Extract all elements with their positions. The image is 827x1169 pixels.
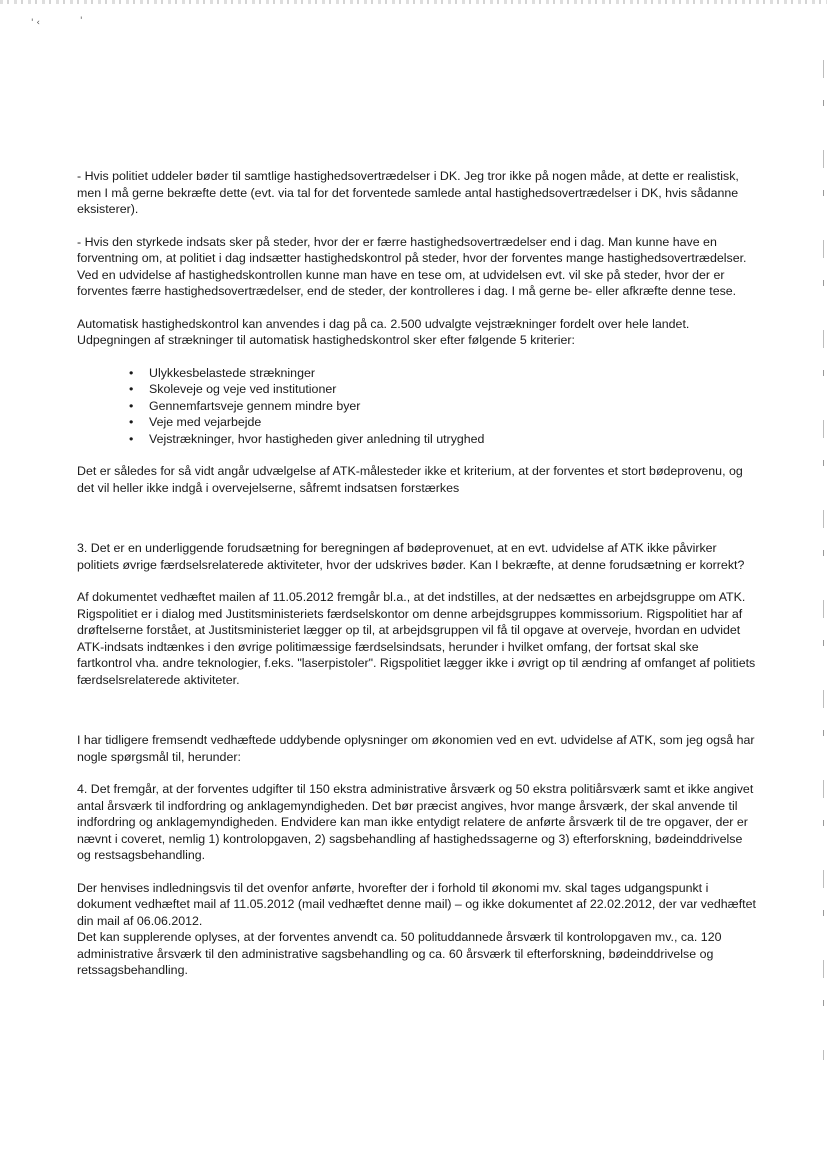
paragraph-economy-intro: I har tidligere fremsendt vedhæftede uddybende oplysninger om økonomien ved en evt. udvidelse af ATK, som jeg også har nogle spørgsmål til, herunder: <box>77 733 755 764</box>
paragraph-atk-stretches: Automatisk hastighedskontrol kan anvendes i dag på ca. 2.500 udvalgte vejstrækninger fordelt over hele landet. Udpegningen af strækninger til automatisk hastighedskontrol sker efter følgende 5 kriterier: <box>77 316 690 347</box>
paragraph-criteria-conclusion: Det er således for så vidt angår udvælgelse af ATK-målesteder ikke et kriterium, at der forventes et stort bødeprovenu, og det vil heller ikke indgå i overvejelserne, såfremt indsatsen forstærkes <box>77 464 743 495</box>
question-4: 4. Det fremgår, at der forventes udgifter til 150 ekstra administrative årsværk og 50 ekstra politiårsværk samt et ikke angivet antal årsværk til indfordring og anklagemyndigheden. Det bør præcist angives, hvor mange årsværk, der skal anvende til indfordring og anklagemyndigheden. Endvidere kan man ikke entydigt relatere de anførte årsværk til de tre opgaver, der er nævnt i coveret, nemlig 1) kontrolopgaven, 2) sagsbehandling af hastighedssagerne og 3) efterforskning, bødeinddrivelse og restsagsbehandling. <box>77 782 754 862</box>
scan-artifact-top <box>0 0 827 4</box>
criteria-item: • Ulykkesbelastede strækninger <box>129 365 757 382</box>
criteria-item: • Vejstrækninger, hvor hastigheden giver anledning til utryghed <box>129 431 757 448</box>
criteria-item: • Skoleveje og veje ved institutioner <box>129 381 757 398</box>
document-page <box>77 168 757 979</box>
question-3: 3. Det er en underliggende forudsætning for beregningen af bødeprovenuet, at en evt. udvidelse af ATK ikke påvirker politiets øvrige færdselsrelaterede aktiviteter, hvor der udskrives bøder. Kan I bekræfte, at denne forudsætning er korrekt? <box>77 541 745 572</box>
criteria-list <box>77 365 757 448</box>
criteria-item: • Veje med vejarbejde <box>129 414 757 431</box>
answer-4-supplement: Det kan supplerende oplyses, at der forventes anvendt ca. 50 polituddannede årsværk til kontrolopgaven mv., ca. 120 administrative årsværk til den administrative sagsbehandling og ca. 60 årsværk til efterforskning, bødeinddrivelse og retssagsbehandling. <box>77 930 722 977</box>
criteria-item: • Gennemfartsveje gennem mindre byer <box>129 398 757 415</box>
scan-speck-left: ' ‹ <box>31 18 40 28</box>
answer-3: Af dokumentet vedhæftet mailen af 11.05.2012 fremgår bl.a., at det indstilles, at der nedsættes en arbejdsgruppe om ATK. Rigspolitiet er i dialog med Justitsministeriets færdselskontor om denne arbejdsgruppes kommissorium. Rigspolitiet har af drøftelserne forstået, at Justitsministeriet lægger op til, at arbejdsgruppen vil få til opgave at overveje, hvordan en udvidet ATK-indsats indtænkes i den øvrige politimæssige færdselsindsats, herunder i hvilket omfang, der fortsat skal ske fartkontrol vha. andre teknologier, f.eks. "laserpistoler". Rigspolitiet lægger ikke i øvrigt op til ændring af omfanget af politiets færdselsrelaterede aktiviteter. <box>77 590 756 687</box>
scan-speck-mid: ' <box>80 16 83 26</box>
answer-4-reference: Der henvises indledningsvis til det ovenfor anførte, hvorefter der i forhold til økonomi mv. skal tages udgangspunkt i dokument vedhæftet mail af 11.05.2012 (mail vedhæftet denne mail) – og ikke dokumentet af 22.02.2012, der var vedhæftet din mail af 06.06.2012. <box>77 880 756 928</box>
paragraph-fewer-violations: - Hvis den styrkede indsats sker på steder, hvor der er færre hastighedsovertrædelser end i dag. Man kunne have en forventning om, at politiet i dag indsætter hastighedskontrol på steder, hvor der forventes mange hastighedsovertrædelser. Ved en udvidelse af hastighedskontrollen kunne man have en tese om, at udvidelsen evt. vil ske på steder, hvor der er forventes færre hastighedsovertrædelser, end de steder, der kontrolleres i dag. I må gerne be- eller afkræfte denne tese. <box>77 234 747 298</box>
paragraph-total-violations: - Hvis politiet uddeler bøder til samtlige hastighedsovertrædelser i DK. Jeg tror ikke på nogen måde, at dette er realistisk, men I må gerne bekræfte dette (evt. via tal for det forventede samlede antal hastighedsovertrædelser i DK, hvis sådanne eksisterer). <box>77 169 739 216</box>
scan-artifact-right <box>823 60 824 1060</box>
